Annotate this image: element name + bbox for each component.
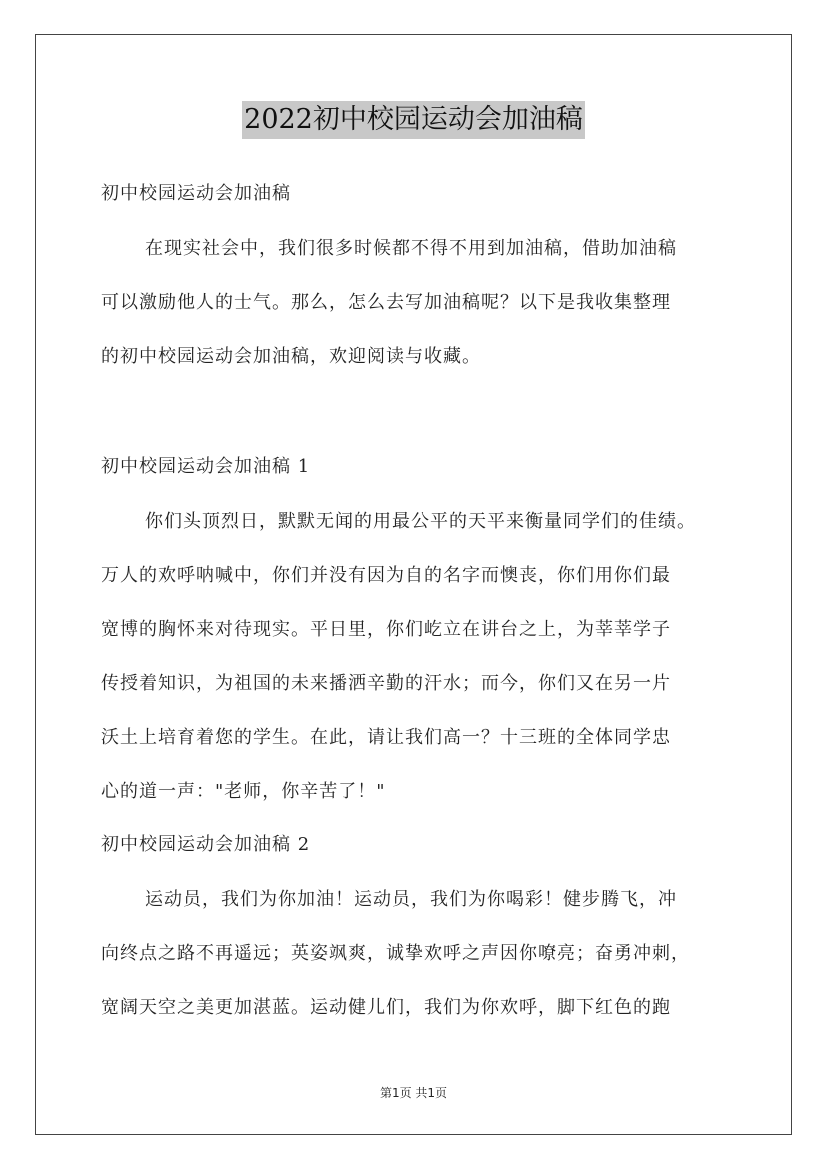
document-title: 2022初中校园运动会加油稿 — [242, 101, 585, 139]
section-heading-1: 初中校园运动会加油稿 1 — [101, 456, 311, 477]
section-paragraph-1: 你们头顶烈日，默默无闻的用最公平的天平来衡量同学们的佳绩。 万人的欢呼呐喊中，你们并没有因为自的名字而懊丧，你们用你们最 宽博的胸怀来对待现实。平日里，你们屹立在讲台之上，为莘莘学子 传授着知识，为祖国的未来播洒辛勤的汗水；而今，你们又在另一片 沃土上培育着您的学生。在此，请让我们高一？十三班的全体同学忠 心的道一声："老师，你辛苦了！" — [101, 511, 696, 802]
document-body — [101, 174, 741, 1035]
section-paragraph-2: 运动员，我们为你加油！运动员，我们为你喝彩！健步腾飞，冲 向终点之路不再遥远；英姿飒爽，诚挚欢呼之声因你嘹亮；奋勇冲刺， 宽阔天空之美更加湛蓝。运动健儿们，我们为你欢呼，脚下红色的跑 — [101, 889, 690, 1018]
section-heading-2: 初中校园运动会加油稿 2 — [101, 834, 311, 855]
page-footer: 第1页 共1页 — [379, 1086, 448, 1100]
title-container — [0, 101, 827, 139]
subtitle: 初中校园运动会加油稿 — [101, 183, 291, 204]
intro-paragraph: 在现实社会中，我们很多时候都不得不用到加油稿，借助加油稿 可以激励他人的士气。那么，怎么去写加油稿呢？以下是我收集整理 的初中校园运动会加油稿，欢迎阅读与收藏。 — [101, 238, 677, 367]
